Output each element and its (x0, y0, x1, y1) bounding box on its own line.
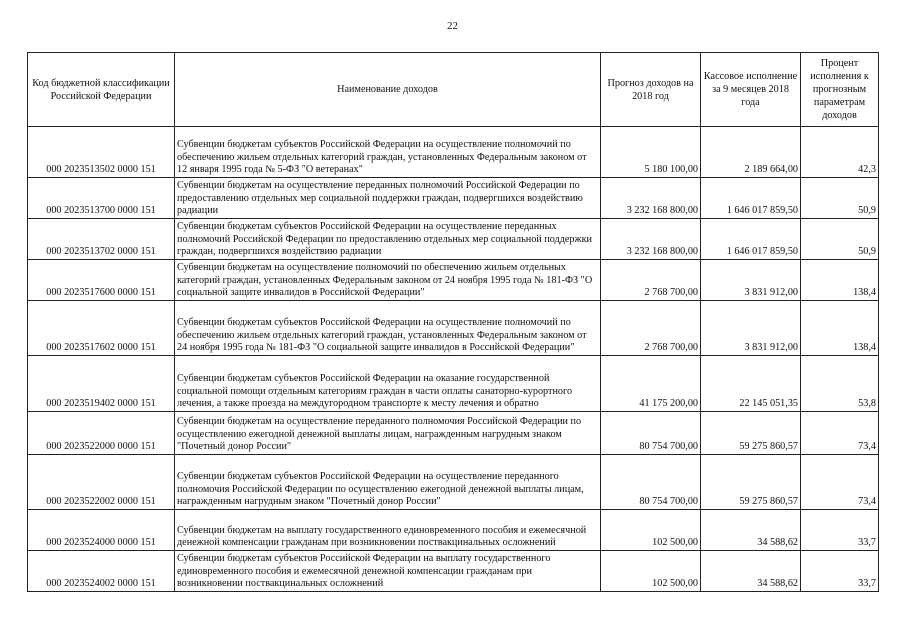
row-name: Субвенции бюджетам субъектов Российской Федерации на осуществление полномочий по обеспечению жильем отдельных категорий граждан, установленных Федеральным законом от 24 ноября 1995 года № 181-ФЗ "О социальной защите инвалидов в Российской Федерации" (175, 301, 601, 356)
row-percent: 53,8 (801, 356, 879, 412)
row-forecast: 3 232 168 800,00 (601, 219, 701, 260)
row-code: 000 2023522000 0000 151 (28, 412, 175, 455)
header-execution: Кассовое исполнение за 9 месяцев 2018 года (701, 53, 801, 127)
row-percent: 73,4 (801, 455, 879, 510)
row-forecast: 2 768 700,00 (601, 301, 701, 356)
table-header-row (28, 53, 879, 127)
row-percent: 138,4 (801, 260, 879, 301)
row-code: 000 2023524002 0000 151 (28, 551, 175, 592)
row-name: Субвенции бюджетам на осуществление полномочий по обеспечению жильем отдельных категорий граждан, установленных Федеральным законом от 24 ноября 1995 года № 181-ФЗ "О социальной защите инвалидов в Российской Федерации" (175, 260, 601, 301)
table-row (28, 510, 879, 551)
row-code: 000 2023519402 0000 151 (28, 356, 175, 412)
header-code: Код бюджетной классификации Российской Федерации (28, 53, 175, 127)
table-row (28, 412, 879, 455)
row-execution: 2 189 664,00 (701, 127, 801, 178)
row-percent: 73,4 (801, 412, 879, 455)
row-execution: 3 831 912,00 (701, 301, 801, 356)
row-percent: 50,9 (801, 178, 879, 219)
row-forecast: 2 768 700,00 (601, 260, 701, 301)
row-name: Субвенции бюджетам субъектов Российской Федерации на осуществление полномочий по обеспечению жильем отдельных категорий граждан, установленных Федеральным законом от 12 января 1995 года № 5-ФЗ "О ветеранах" (175, 127, 601, 178)
row-percent: 138,4 (801, 301, 879, 356)
row-name: Субвенции бюджетам субъектов Российской Федерации на осуществление переданных полномочий Российской Федерации по предоставлению отдельных мер социальной поддержки граждан, подвергшихся воздействию радиации (175, 219, 601, 260)
row-code: 000 2023517600 0000 151 (28, 260, 175, 301)
row-name: Субвенции бюджетам субъектов Российской Федерации на осуществление переданного полномочия Российской Федерации по осуществлению ежегодной денежной выплаты лицам, награжденным нагрудным знаком "Почетный донор России" (175, 455, 601, 510)
row-execution: 3 831 912,00 (701, 260, 801, 301)
header-forecast: Прогноз доходов на 2018 год (601, 53, 701, 127)
row-code: 000 2023524000 0000 151 (28, 510, 175, 551)
row-execution: 34 588,62 (701, 510, 801, 551)
table-row (28, 260, 879, 301)
revenue-table (27, 52, 879, 592)
row-execution: 1 646 017 859,50 (701, 178, 801, 219)
row-execution: 59 275 860,57 (701, 455, 801, 510)
row-execution: 34 588,62 (701, 551, 801, 592)
row-forecast: 3 232 168 800,00 (601, 178, 701, 219)
table-row (28, 301, 879, 356)
table-row (28, 127, 879, 178)
row-percent: 42,3 (801, 127, 879, 178)
table-row (28, 455, 879, 510)
row-name: Субвенции бюджетам на выплату государственного единовременного пособия и ежемесячной денежной компенсации гражданам при возникновении поствакцинальных осложнений (175, 510, 601, 551)
row-execution: 59 275 860,57 (701, 412, 801, 455)
row-name: Субвенции бюджетам субъектов Российской Федерации на оказание государственной социальной помощи отдельным категориям граждан в части оплаты санаторно-курортного лечения, а также проезда на междугородном транспорте к месту лечения и обратно (175, 356, 601, 412)
row-forecast: 5 180 100,00 (601, 127, 701, 178)
table-row (28, 178, 879, 219)
row-name: Субвенции бюджетам на осуществление переданного полномочия Российской Федерации по осуществлению ежегодной денежной выплаты лицам, награжденным нагрудным знаком "Почетный донор России" (175, 412, 601, 455)
page-number: 22 (447, 20, 458, 32)
header-percent: Процент исполнения к прогнозным параметрам доходов (801, 53, 879, 127)
row-percent: 50,9 (801, 219, 879, 260)
row-name: Субвенции бюджетам субъектов Российской Федерации на выплату государственного единовременного пособия и ежемесячной денежной компенсации гражданам при возникновении поствакцинальных осложнений (175, 551, 601, 592)
row-percent: 33,7 (801, 551, 879, 592)
row-code: 000 2023513700 0000 151 (28, 178, 175, 219)
header-name: Наименование доходов (175, 53, 601, 127)
table-row (28, 356, 879, 412)
row-execution: 1 646 017 859,50 (701, 219, 801, 260)
table-row (28, 219, 879, 260)
row-name: Субвенции бюджетам на осуществление переданных полномочий Российской Федерации по предоставлению отдельных мер социальной поддержки граждан, подвергшихся воздействию радиации (175, 178, 601, 219)
row-percent: 33,7 (801, 510, 879, 551)
row-forecast: 80 754 700,00 (601, 455, 701, 510)
row-forecast: 41 175 200,00 (601, 356, 701, 412)
row-forecast: 80 754 700,00 (601, 412, 701, 455)
row-code: 000 2023517602 0000 151 (28, 301, 175, 356)
row-forecast: 102 500,00 (601, 551, 701, 592)
row-code: 000 2023522002 0000 151 (28, 455, 175, 510)
row-forecast: 102 500,00 (601, 510, 701, 551)
row-execution: 22 145 051,35 (701, 356, 801, 412)
row-code: 000 2023513502 0000 151 (28, 127, 175, 178)
row-code: 000 2023513702 0000 151 (28, 219, 175, 260)
table-row (28, 551, 879, 592)
